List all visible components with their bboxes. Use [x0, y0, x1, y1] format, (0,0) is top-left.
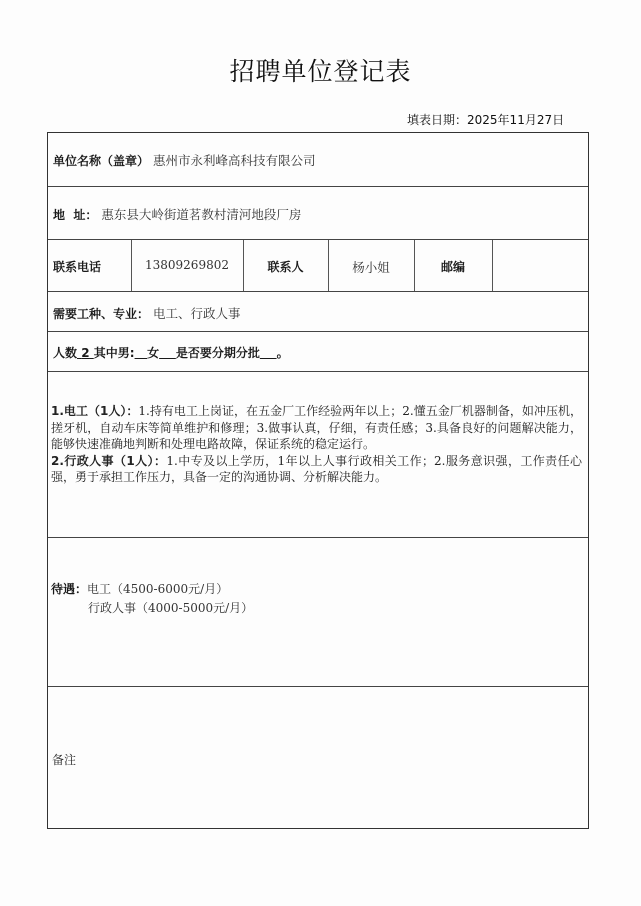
requirement-item: 2.行政人事（1人）：1.中专及以上学历，1年以上人事行政相关工作；2.服务意识强，工作责任心强，勇于承担工作压力，具备一定的沟通协调、分析解决能力。 [51, 453, 582, 484]
fill-date [407, 111, 564, 128]
page-title: 招聘单位登记表 [229, 57, 412, 86]
company-label: 单位名称（盖章） [53, 154, 150, 168]
male-value [135, 346, 148, 360]
headcount-line [53, 344, 289, 361]
phone-label: 联系电话 [53, 260, 102, 274]
address-row [48, 187, 588, 240]
headcount-label: 人数 [53, 346, 78, 360]
male-label: 其中男: [93, 346, 135, 360]
fill-date-label: 填表日期： [407, 113, 468, 127]
address-label: 地 址： [53, 208, 98, 222]
postcode-label: 邮编 [440, 260, 465, 274]
salary-line: 行政人事（4000-5000元/月） [88, 601, 254, 615]
phone-value: 13809269802 [145, 258, 229, 272]
headcount-row [48, 332, 588, 372]
requirements-text [51, 403, 582, 486]
requirement-item: 1.电工（1人）：1.持有电工上岗证，在五金厂工作经验两年以上；2.懂五金厂机器制备，如冲压机，搓牙机，自动车床等简单维护和修理；3.做事认真，仔细，有责任感；3.具备良好的问题解决能力，能够快速准确地判断和处理电路故障，保证系统的稳定运行。 [51, 404, 582, 451]
contact-row [48, 240, 588, 292]
company-row [48, 133, 588, 187]
registration-table [47, 132, 589, 829]
female-label: 女 [147, 346, 160, 360]
positions-value: 电工、行政人事 [153, 306, 241, 321]
fill-date-value: 2025年11月27日 [467, 113, 565, 127]
contact-person-value: 杨小姐 [352, 260, 390, 275]
requirements-row [48, 372, 588, 538]
divider [492, 240, 493, 291]
batch-label: 是否要分期分批 [175, 346, 260, 360]
headcount-value: 2 [81, 346, 90, 360]
salary-line: 电工（4500-6000元/月） [87, 582, 229, 596]
remarks-row [48, 687, 588, 828]
positions-row [48, 292, 588, 332]
salary-label: 待遇： [51, 582, 88, 596]
batch-value [260, 346, 277, 360]
remarks-label: 备注 [52, 753, 77, 767]
contact-person-label: 联系人 [267, 260, 304, 274]
company-value: 惠州市永利峰高科技有限公司 [153, 153, 316, 168]
address-value: 惠东县大岭街道茗教村清河地段厂房 [101, 207, 302, 222]
positions-label: 需要工种、专业： [53, 307, 150, 321]
female-value [159, 346, 176, 360]
salary-row [48, 538, 588, 687]
headcount-end: 。 [276, 346, 289, 360]
